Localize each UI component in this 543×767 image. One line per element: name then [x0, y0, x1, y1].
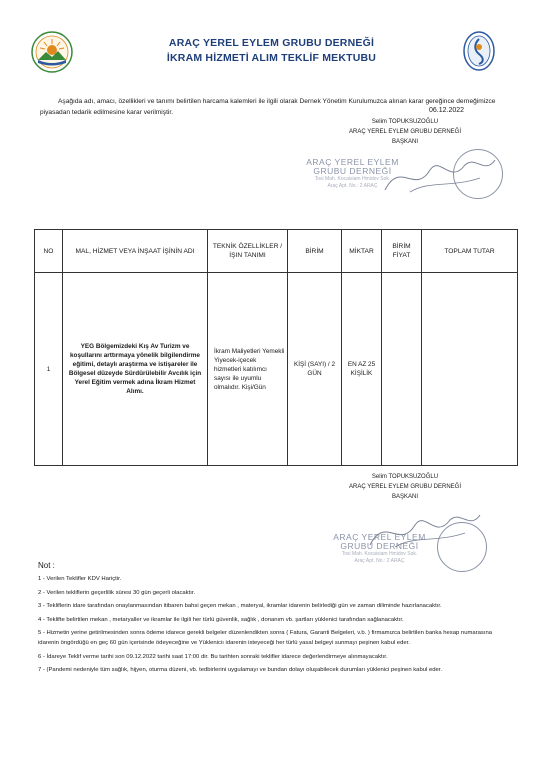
- cell-no: 1: [35, 273, 63, 466]
- table-header-row: [35, 230, 518, 273]
- col-header-qty: MİKTAR: [342, 230, 382, 273]
- association-logo-icon: [30, 30, 74, 74]
- col-header-item: MAL, HİZMET VEYA İNŞAAT İŞİNİN ADI: [63, 230, 208, 273]
- handwritten-signature-bottom: [365, 505, 485, 555]
- document-title: [120, 36, 423, 66]
- items-table: [34, 229, 518, 466]
- cell-price[interactable]: [382, 273, 422, 466]
- col-header-tech: TEKNİK ÖZELLİKLER / İŞIN TANIMI: [208, 230, 288, 273]
- municipality-seal-icon: [462, 30, 496, 72]
- signer-role: BAŞKANI: [391, 494, 418, 500]
- col-header-price: BİRİM FİYAT: [382, 230, 422, 273]
- document-date: 06.12.2022: [429, 107, 465, 114]
- table-row: [35, 273, 518, 466]
- signer-org: ARAÇ YEREL EYLEM GRUBU DERNEĞİ: [348, 129, 462, 135]
- note-item: 3 - Tekliflerin idare tarafından onaylanmasından itibaren bahsi geçen mekan , materyal, ikramlar idarenin belirlediği gün ve zaman diliminde hazırlanacaktır.: [38, 603, 442, 610]
- cell-unit: KİŞİ (SAYI) / 2 GÜN: [288, 273, 342, 466]
- signature-block-bottom: [300, 472, 510, 502]
- association-stamp-top: ARAÇ YEREL EYLEM GRUBU DERNEĞİ Tosi Mah. Kocaisiam Hmidov Sok. Araç Apt. No.: 2 ARAÇ: [306, 157, 399, 189]
- intro-text: Aşağıda adı, amacı, özellikleri ve tanımı belirtilen harcama kalemleri ile ilgili olarak Dernek Yönetim Kurulumuzca alınan karar gereğince derneğimizce piyasadan tedarik edilmesine karar verilmiştir.: [40, 98, 496, 116]
- cell-tech: İkram Maliyetleri Yemekli Yiyecek-içecek hizmetleri katılımcı sayısı ile uyumlu olmalıdır. Kişi/Gün: [208, 273, 288, 466]
- note-item: 1 - Verilen Teklifler KDV Hariçtir.: [38, 576, 122, 582]
- notes-list: [38, 575, 510, 680]
- signer-name: Selim TOPUKSUZOĞLU: [371, 474, 439, 480]
- col-header-total: TOPLAM TUTAR: [422, 230, 518, 273]
- title-line-1: ARAÇ YEREL EYLEM GRUBU DERNEĞİ: [168, 37, 375, 49]
- note-item: 7 - (Pandemi nedeniyle tüm sağlık, hijyen, oturma düzeni, vb. tedbirlerini uygulamayı ve bundan dolayı oluşabilecek durumları yüklenici peşinen kabul eder.: [38, 667, 443, 674]
- note-item: 6 - İdareye Teklif verme tarihi son 09.12.2022 tarihi saat 17:00 dir. Bu tarihten sonraki teklifler idarece değerlendirmeye alınmayacaktır.: [38, 653, 388, 660]
- signer-role: BAŞKANI: [391, 139, 418, 145]
- signature-block-top: [300, 117, 510, 147]
- handwritten-signature-top: [380, 150, 500, 200]
- signer-org: ARAÇ YEREL EYLEM GRUBU DERNEĞİ: [348, 484, 462, 490]
- notes-title: Not :: [38, 561, 55, 570]
- note-item: 5 - Hizmetin yerine getirilmesinden sonra ödeme idarece gerekli belgeler düzenlendikten sonra ( Fatura, Garanti Belgeleri, v.b. ) firmamızca belirtilen banka hesap numarasına idarenin öngördüğü en geç 60 gün içerisinde ödeyeceğine ve Yükleniciı idarenin isteyeceği her türlü yasal belgeyi sunmayı peşinen kabul eder.: [38, 630, 493, 646]
- association-stamp-bottom: ARAÇ YEREL EYLEM GRUBU DERNEĞİ Tosi Mah. Kocaisiam Hmidov Sok. Araç Apt. No.: 2 ARAÇ: [333, 532, 426, 564]
- title-line-2: İKRAM HİZMETİ ALIM TEKLİF MEKTUBU: [166, 52, 377, 64]
- col-header-unit: BİRİM: [288, 230, 342, 273]
- cell-total[interactable]: [422, 273, 518, 466]
- note-item: 4 - Teklifte belirtilen mekan , metaryaller ve ikramlar ile ilgili her türlü güvenlik, sağlık , donanım vb. şartları yüklenici tarafından sağlanacaktır.: [38, 616, 404, 623]
- signer-name: Selim TOPUKSUZOĞLU: [371, 119, 439, 125]
- note-item: 2 - Verilen tekliflerin geçerlilik süresi 30 gün geçerli olacaktır.: [38, 589, 196, 596]
- cell-item: YEG Bölgemizdeki Kış Av Turizm ve koşullarını arttırmaya yönelik bilgilendirme eğitimi, detaylı araştırma ve istişareler ile Bölgesel düzeyde Sürdürülebilir Avcılık için Yerel Eğitim vermek adına İkram Hizmet Alımı.: [63, 273, 208, 466]
- col-header-no: NO: [35, 230, 63, 273]
- cell-qty: EN AZ 25 KİŞİLİK: [342, 273, 382, 466]
